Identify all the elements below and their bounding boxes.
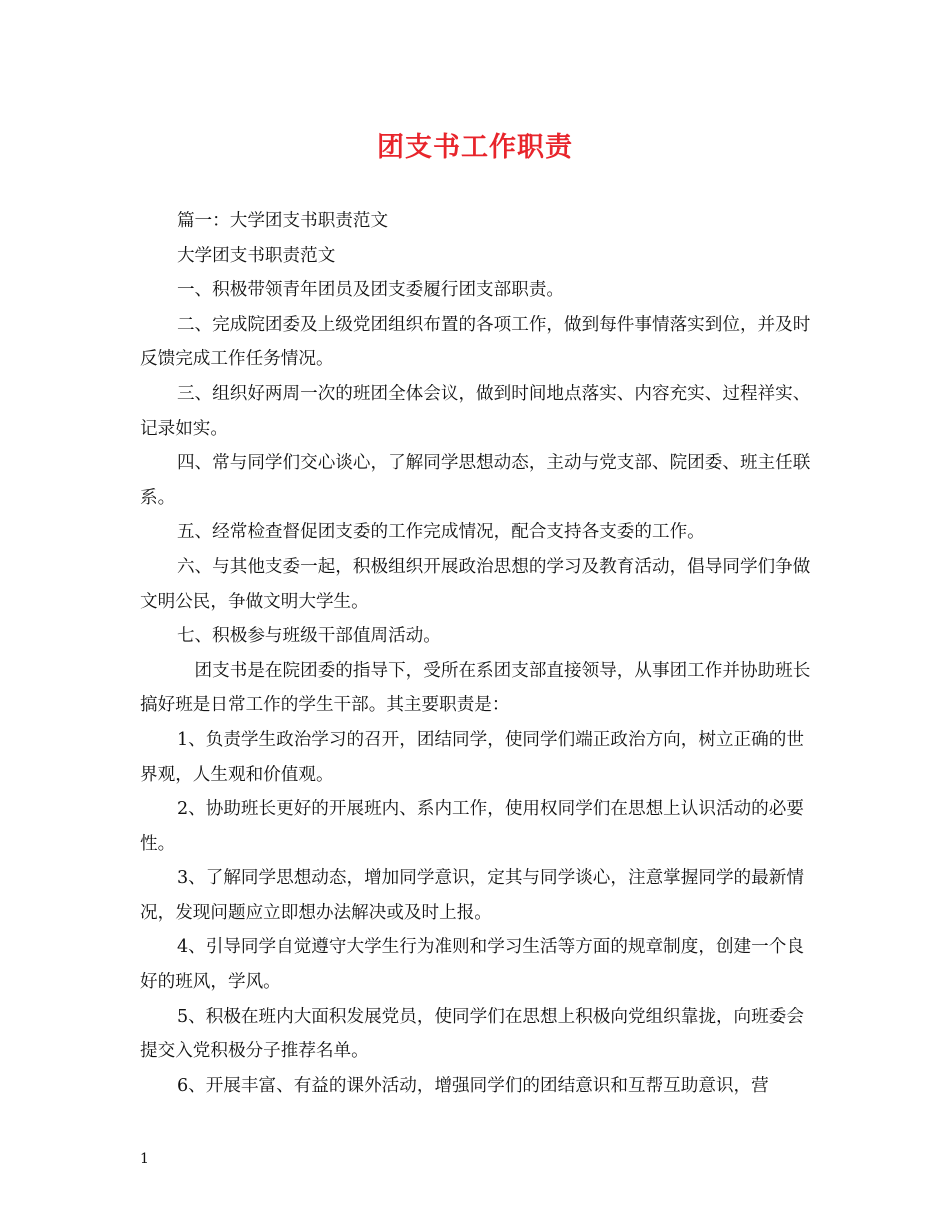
paragraph-14: 4、引导同学自觉遵守大学生行为准则和学习生活等方面的规章制度，创建一个良好的班风，学风。 <box>140 937 804 993</box>
document-body <box>140 204 812 1103</box>
paragraph-16: 6、开展丰富、有益的课外活动，增强同学们的团结意识和互帮互助意识，营 <box>176 1075 769 1096</box>
paragraph-7: 五、经常检查督促团支委的工作完成情况，配合支持各支委的工作。 <box>176 522 705 543</box>
paragraph-9: 七、积极参与班级干部值周活动。 <box>176 626 441 647</box>
paragraph-2: 大学团支书职责范文 <box>176 245 336 266</box>
paragraph-5: 三、组织好两周一次的班团全体会议，做到时间地点落实、内容充实、过程祥实、记录如实。 <box>140 383 811 439</box>
paragraph-4: 二、完成院团委及上级党团组织布置的各项工作，做到每件事情落实到位，并及时反馈完成工作任务情况。 <box>140 314 811 370</box>
paragraph-1: 篇一：大学团支书职责范文 <box>176 211 389 231</box>
page-number: 1 <box>140 1151 149 1167</box>
paragraph-12: 2、协助班长更好的开展班内、系内工作，使用权同学们在思想上认识活动的必要性。 <box>140 799 804 854</box>
paragraph-15: 5、积极在班内大面积发展党员，使同学们在思想上积极向党组织靠拢，向班委会提交入党积极分子推荐名单。 <box>140 1006 804 1062</box>
paragraph-3: 一、积极带领青年团员及团支委履行团支部职责。 <box>176 280 565 301</box>
paragraph-13: 3、了解同学思想动态，增加同学意识，定其与同学谈心，注意掌握同学的最新情况，发现问题应立即想办法解决或及时上报。 <box>140 868 804 923</box>
paragraph-8: 六、与其他支委一起，积极组织开展政治思想的学习及教育活动，倡导同学们争做文明公民，争做文明大学生。 <box>140 556 811 612</box>
document-title: 团支书工作职责 <box>377 132 573 163</box>
paragraph-10: 团支书是在院团委的指导下，受所在系团支部直接领导，从事团工作并协助班长搞好班是日常工作的学生干部。其主要职责是： <box>140 660 811 716</box>
paragraph-6: 四、常与同学们交心谈心，了解同学思想动态，主动与党支部、院团委、班主任联系。 <box>140 453 811 508</box>
paragraph-11: 1、负责学生政治学习的召开，团结同学，使同学们端正政治方向，树立正确的世界观，人生观和价值观。 <box>140 729 804 785</box>
